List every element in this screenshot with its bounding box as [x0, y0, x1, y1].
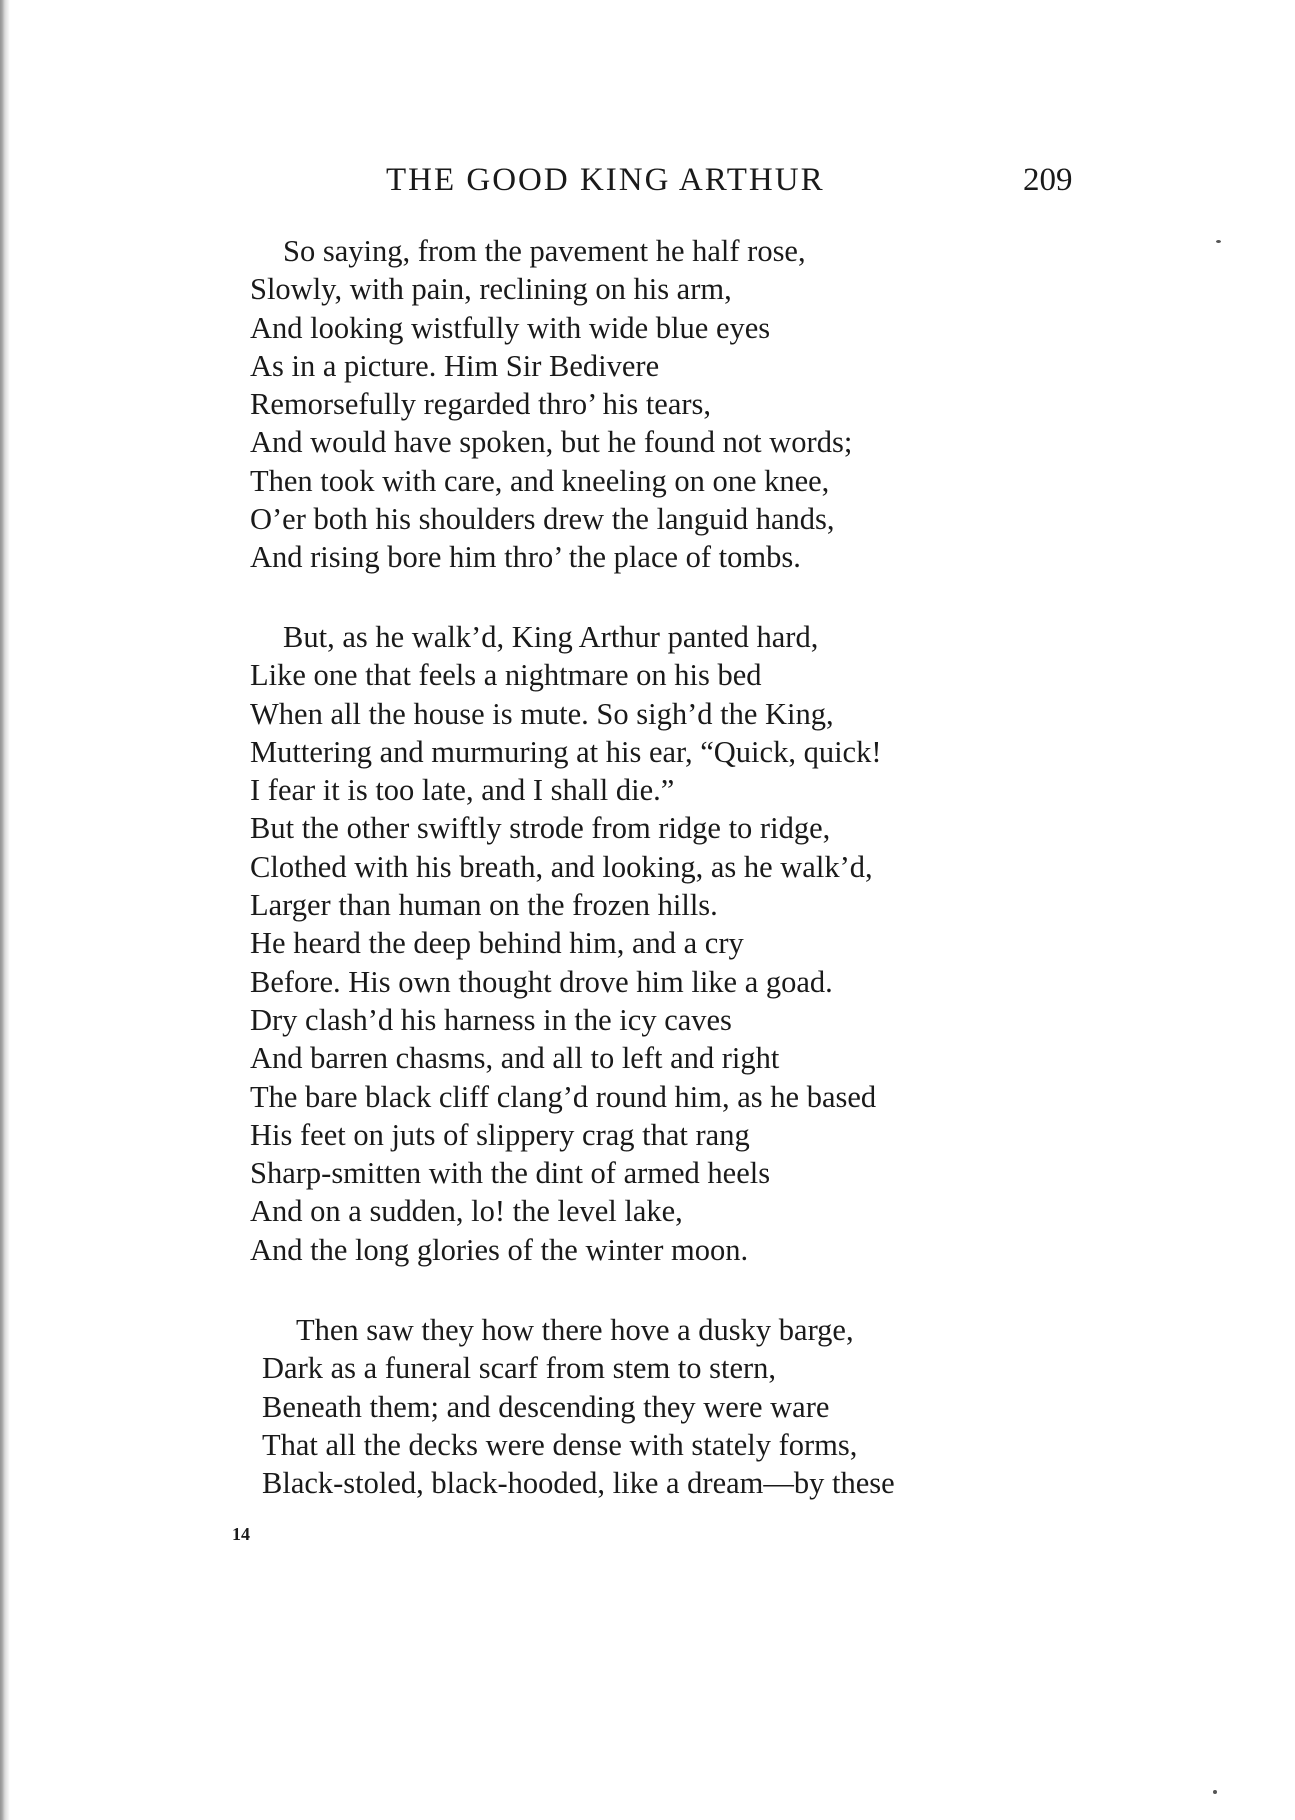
verse-line: Then took with care, and kneeling on one knee,: [250, 463, 830, 498]
verse-line: Before. His own thought drove him like a goad.: [250, 964, 833, 999]
verse-line: I fear it is too late, and I shall die.”: [250, 773, 675, 808]
verse-line: His feet on juts of slippery crag that rang: [250, 1117, 750, 1152]
verse-line: That all the decks were dense with stately forms,: [262, 1427, 858, 1462]
verse-line: And barren chasms, and all to left and right: [250, 1041, 780, 1076]
verse-line: Larger than human on the frozen hills.: [250, 888, 718, 923]
verse-line: Remorsefully regarded thro’ his tears,: [250, 387, 712, 422]
verse-line: And the long glories of the winter moon.: [250, 1232, 749, 1267]
page-number: 209: [1023, 162, 1073, 198]
verse-line: And rising bore him thro’ the place of tombs.: [250, 540, 801, 575]
verse-line: Like one that feels a nightmare on his bed: [250, 658, 762, 693]
verse-line: And looking wistfully with wide blue eyes: [250, 310, 771, 345]
stanza: [250, 232, 852, 577]
verse-line: But the other swiftly strode from ridge to ridge,: [250, 811, 831, 846]
verse-line: And would have spoken, but he found not words;: [250, 425, 853, 460]
verse-line: Muttering and murmuring at his ear, “Quick, quick!: [250, 734, 882, 769]
verse-line: Sharp-smitten with the dint of armed heels: [250, 1156, 771, 1191]
verse-line: He heard the deep behind him, and a cry: [250, 926, 744, 961]
verse-line: So saying, from the pavement he half rose,: [283, 234, 806, 268]
verse-line: Clothed with his breath, and looking, as he walk’d,: [250, 849, 873, 884]
verse-line: The bare black cliff clang’d round him, as he based: [250, 1079, 877, 1114]
verse-line: Slowly, with pain, reclining on his arm,: [250, 272, 732, 307]
verse-line: As in a picture. Him Sir Bedivere: [250, 348, 660, 383]
stanza: [262, 1311, 895, 1502]
verse-line: Then saw they how there hove a dusky barge,: [296, 1313, 854, 1347]
scan-edge-shadow: [0, 0, 10, 1820]
verse-line: Dry clash’d his harness in the icy caves: [250, 1002, 732, 1037]
verse-line: And on a sudden, lo! the level lake,: [250, 1194, 683, 1229]
verse-line: Dark as a funeral scarf from stem to stern,: [262, 1351, 777, 1386]
verse-line: But, as he walk’d, King Arthur panted hard,: [283, 620, 819, 654]
stanza: [250, 618, 882, 1269]
verse-line: O’er both his shoulders drew the languid hands,: [250, 502, 835, 537]
verse-line: Beneath them; and descending they were ware: [262, 1389, 830, 1424]
scan-speck: [1213, 1790, 1217, 1794]
verse-line: Black-stoled, black-hooded, like a dream—by these: [262, 1466, 895, 1501]
running-head: THE GOOD KING ARTHUR: [386, 162, 825, 198]
scan-speck: [1216, 240, 1221, 243]
signature-mark: 14: [232, 1524, 250, 1544]
verse-line: When all the house is mute. So sigh’d the King,: [250, 696, 834, 731]
